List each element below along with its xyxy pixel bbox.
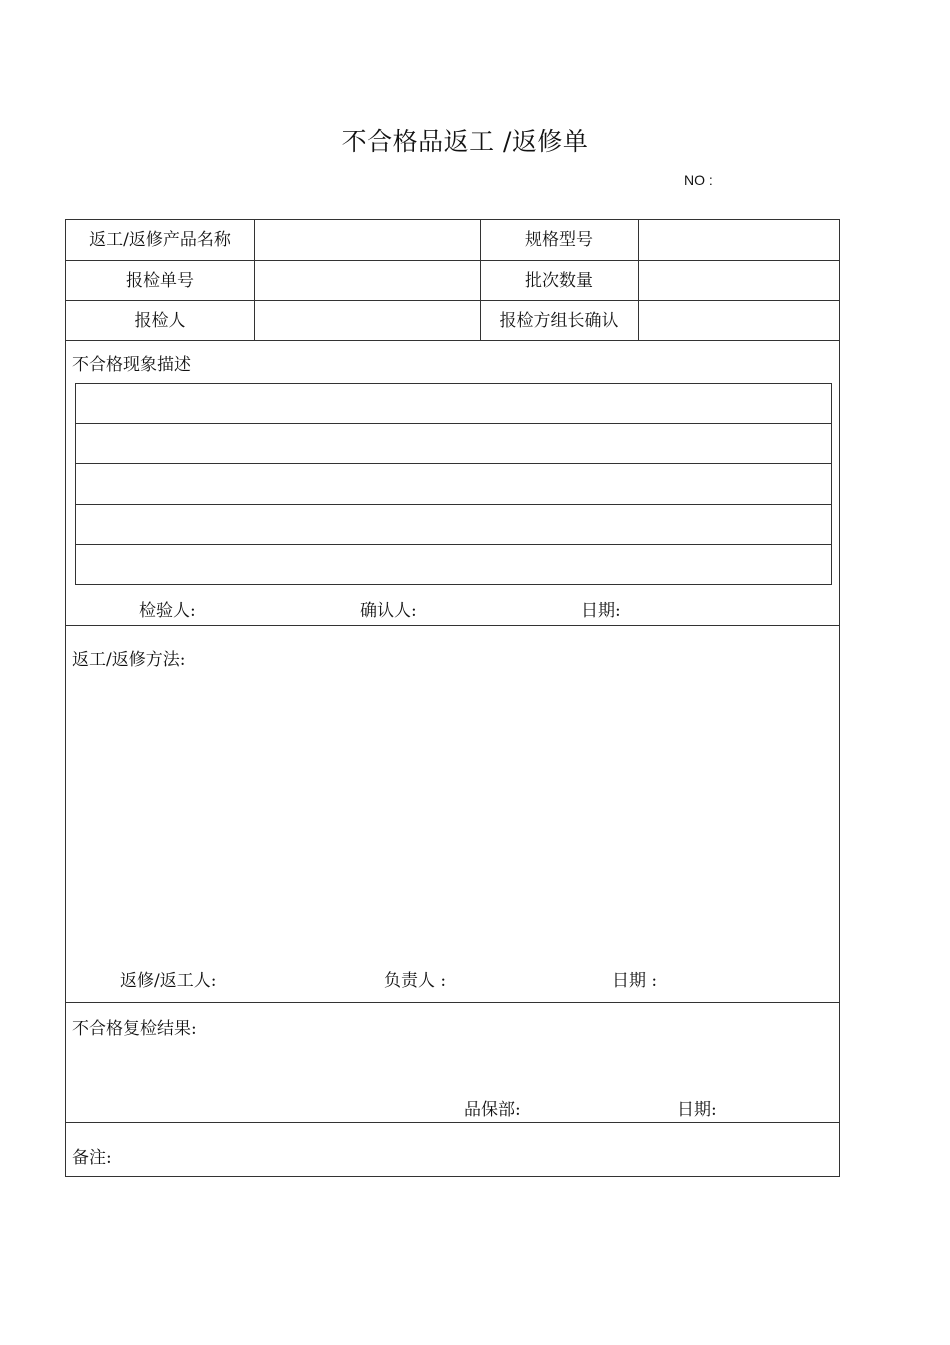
defect-description-heading: 不合格现象描述 bbox=[72, 355, 191, 375]
section-divider bbox=[66, 1002, 839, 1003]
section-divider bbox=[66, 625, 839, 626]
rework-form bbox=[65, 219, 840, 1177]
reporter-label: 报检人 bbox=[134, 311, 186, 331]
batch-quantity-label: 批次数量 bbox=[525, 271, 593, 291]
confirmer-label: 确认人: bbox=[360, 601, 417, 621]
defect-date-label: 日期: bbox=[581, 601, 621, 621]
defect-line-divider bbox=[76, 423, 831, 424]
quality-assurance-label: 品保部: bbox=[464, 1100, 521, 1120]
defect-line-divider bbox=[76, 504, 831, 505]
header-column-divider bbox=[638, 220, 639, 340]
rework-method-heading: 返工/返修方法: bbox=[72, 650, 186, 670]
team-leader-confirm-label: 报检方组长确认 bbox=[499, 311, 619, 331]
remarks-label: 备注: bbox=[72, 1148, 112, 1168]
inspection-number-label: 报检单号 bbox=[126, 271, 194, 291]
header-column-divider bbox=[254, 220, 255, 340]
method-date-label: 日期 : bbox=[612, 971, 658, 991]
inspector-label: 检验人: bbox=[139, 601, 196, 621]
form-number-label: NO : bbox=[684, 172, 713, 188]
recheck-date-label: 日期: bbox=[677, 1100, 717, 1120]
defect-line-divider bbox=[76, 544, 831, 545]
defect-line-divider bbox=[76, 463, 831, 464]
product-name-label: 返工/返修产品名称 bbox=[89, 230, 231, 250]
recheck-result-heading: 不合格复检结果: bbox=[72, 1019, 197, 1039]
defect-description-box bbox=[75, 383, 832, 585]
section-divider bbox=[66, 1122, 839, 1123]
rework-worker-label: 返修/返工人: bbox=[120, 971, 217, 991]
responsible-person-label: 负责人 : bbox=[384, 971, 447, 991]
spec-model-label: 规格型号 bbox=[525, 230, 593, 250]
form-title: 不合格品返工 /返修单 bbox=[341, 127, 589, 156]
